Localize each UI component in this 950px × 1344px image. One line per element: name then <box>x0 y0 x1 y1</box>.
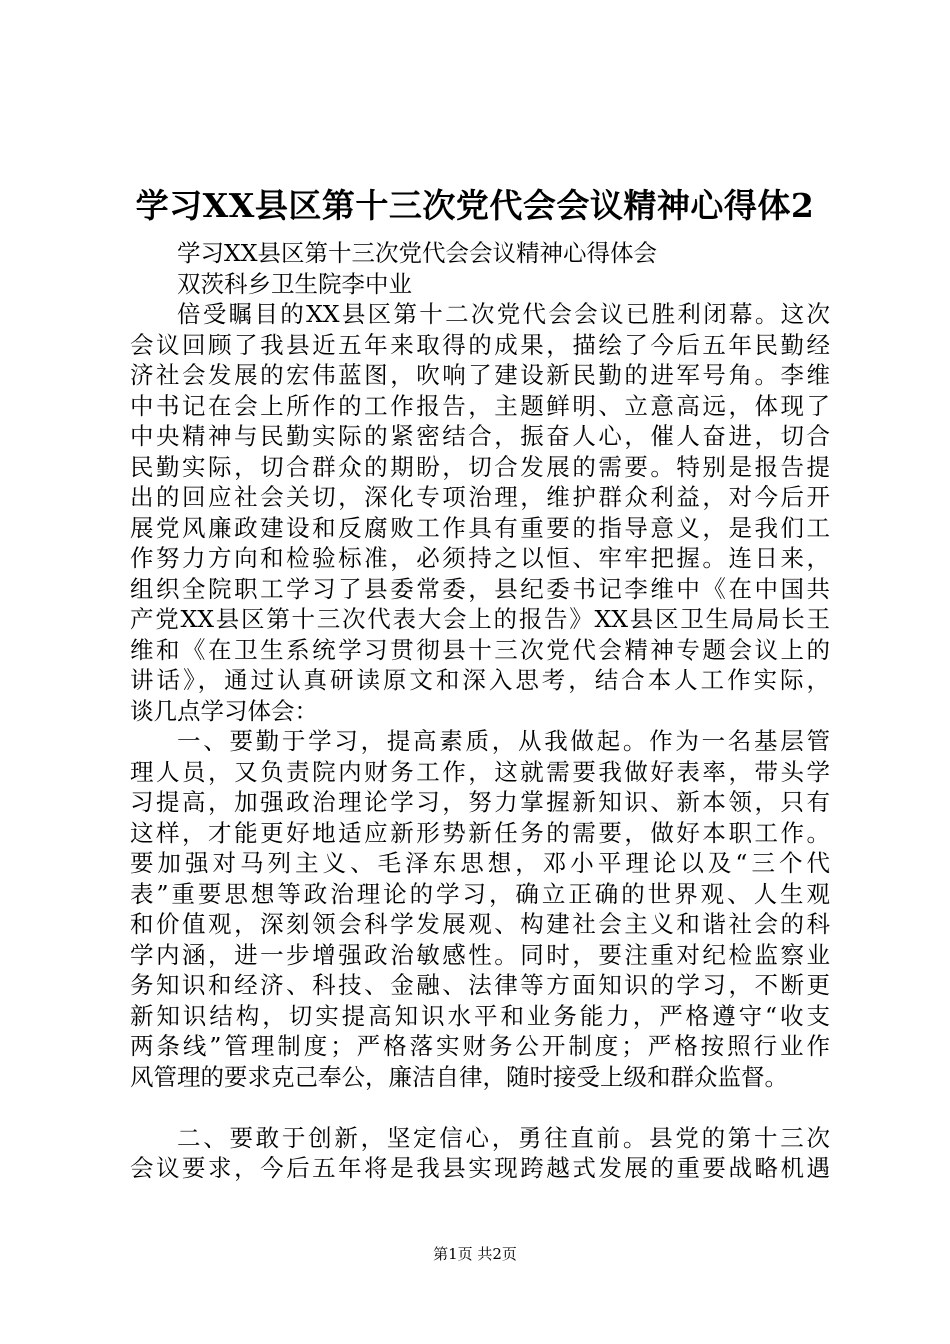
paragraph-line: 会议回顾了我县近五年来取得的成果，描绘了今后五年民勤经 <box>130 330 830 359</box>
paragraph-1 <box>130 299 830 726</box>
paragraph-line: 两条线”管理制度；严格落实财务公开制度；严格按照行业作 <box>130 1032 830 1060</box>
paragraph-line: 会议要求，今后五年将是我县实现跨越式发展的重要战略机遇 <box>130 1154 830 1182</box>
paragraph-line: 一、要勤于学习，提高素质，从我做起。作为一名基层管 <box>177 727 830 755</box>
paragraph-line: 理人员，又负责院内财务工作，这就需要我做好表率，带头学 <box>130 757 830 786</box>
paragraph-line: 出的回应社会关切，深化专项治理，维护群众利益，对今后开 <box>130 483 830 511</box>
paragraph-line: 风管理的要求克己奉公，廉洁自律，随时接受上级和群众监督。 <box>130 1062 788 1091</box>
subtitle-line: 学习XX县区第十三次党代会会议精神心得体会 <box>177 239 657 267</box>
paragraph-line: 要加强对马列主义、毛泽东思想，邓小平理论以及“三个代 <box>130 849 830 877</box>
paragraph-line: 济社会发展的宏伟蓝图，吹响了建设新民勤的进军号角。李维 <box>130 361 830 389</box>
paragraph-line: 习提高，加强政治理论学习，努力掌握新知识、新本领，只有 <box>130 788 830 816</box>
paragraph-line: 中央精神与民勤实际的紧密结合，振奋人心，催人奋进，切合 <box>130 422 830 450</box>
author-line: 双茨科乡卫生院李中业 <box>177 269 412 298</box>
paragraph-3 <box>130 1123 830 1184</box>
page-number-footer: 第1页 共2页 <box>433 1245 517 1263</box>
paragraph-line: 倍受瞩目的XX县区第十二次党代会会议已胜利闭幕。这次 <box>177 300 830 328</box>
paragraph-line: 学内涵，进一步增强政治敏感性。同时，要注重对纪检监察业 <box>130 940 830 969</box>
paragraph-line: 务知识和经济、科技、金融、法律等方面知识的学习，不断更 <box>130 971 830 999</box>
document-title: 学习XX县区第十三次党代会会议精神心得体2 <box>135 186 815 225</box>
paragraph-line: 谈几点学习体会： <box>130 696 318 725</box>
paragraph-line: 展党风廉政建设和反腐败工作具有重要的指导意义，是我们工 <box>130 513 830 542</box>
paragraph-line: 作努力方向和检验标准，必须持之以恒、牢牢把握。连日来， <box>130 544 830 572</box>
paragraph-line: 表”重要思想等政治理论的学习，确立正确的世界观、人生观 <box>130 879 830 908</box>
paragraph-line: 民勤实际，切合群众的期盼，切合发展的需要。特别是报告提 <box>130 452 830 481</box>
paragraph-line: 新知识结构，切实提高知识水平和业务能力，严格遵守“收支 <box>130 1001 830 1030</box>
paragraph-gap <box>130 1092 830 1123</box>
document-body <box>130 238 830 1184</box>
paragraph-line: 讲话》，通过认真研读原文和深入思考，结合本人工作实际， <box>130 666 830 694</box>
paragraph-line: 中书记在会上所作的工作报告，主题鲜明、立意高远，体现了 <box>130 391 830 420</box>
paragraph-line: 二、要敢于创新，坚定信心，勇往直前。县党的第十三次 <box>177 1123 830 1152</box>
paragraph-line: 维和《在卫生系统学习贯彻县十三次党代会精神专题会议上的 <box>130 635 830 664</box>
paragraph-2 <box>130 726 830 1092</box>
paragraph-line: 这样，才能更好地适应新形势新任务的需要，做好本职工作。 <box>130 818 830 847</box>
paragraph-line: 组织全院职工学习了县委常委，县纪委书记李维中《在中国共 <box>130 574 830 603</box>
paragraph-line: 和价值观，深刻领会科学发展观、构建社会主义和谐社会的科 <box>130 910 830 938</box>
paragraph-line: 产党XX县区第十三次代表大会上的报告》XX县区卫生局局长王 <box>130 605 830 633</box>
